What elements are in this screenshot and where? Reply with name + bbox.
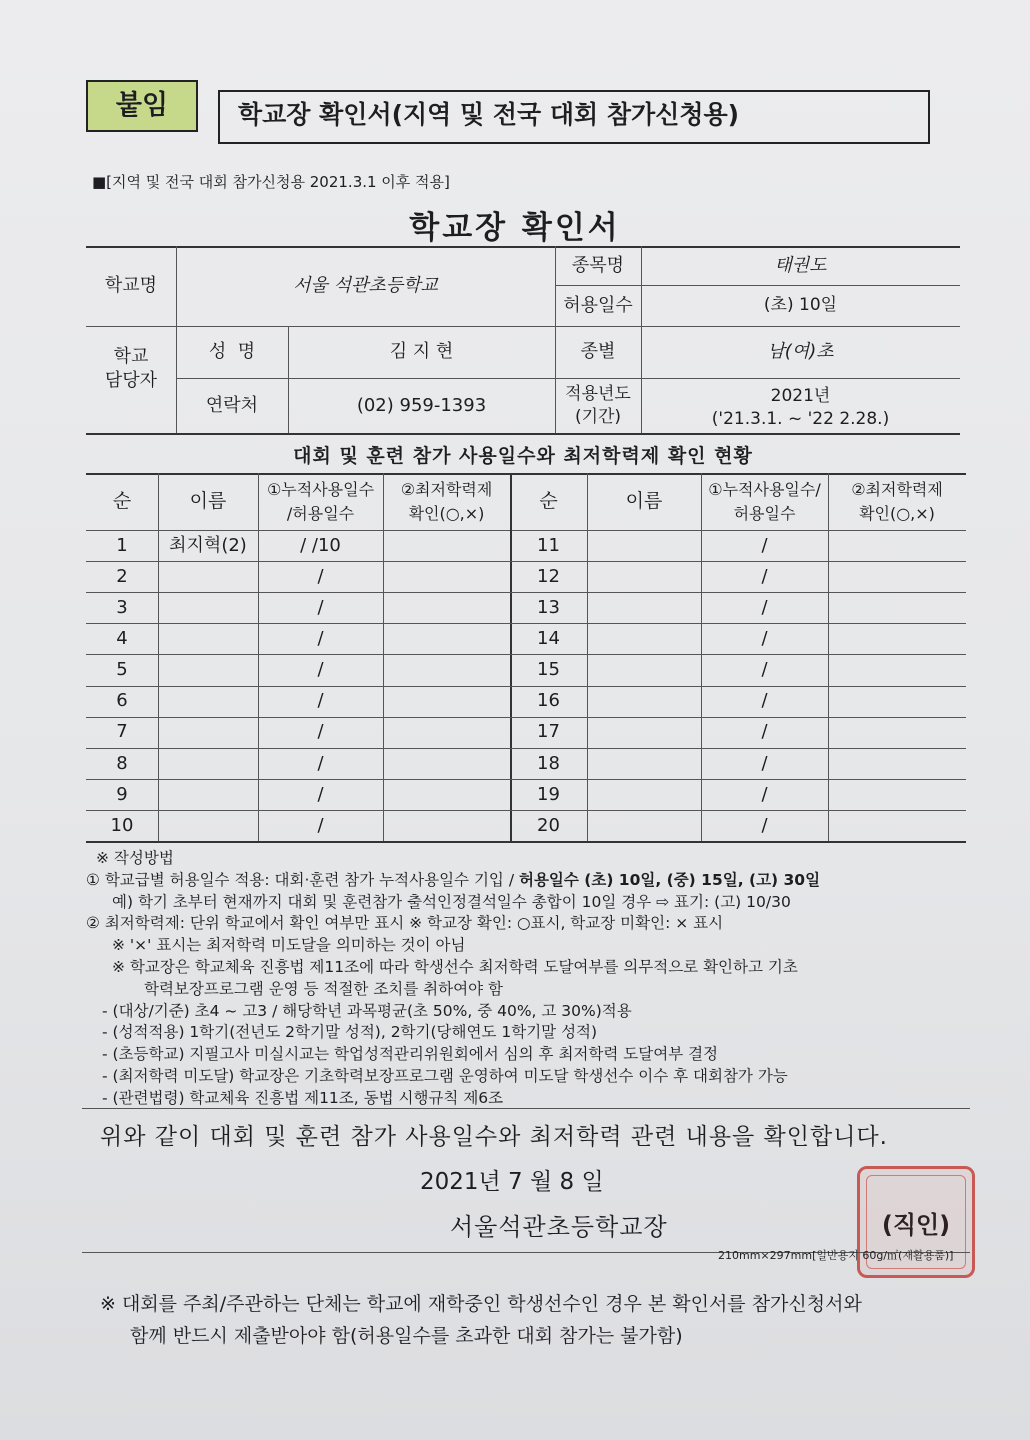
row-left-days: / xyxy=(317,721,324,743)
col-header-days-right xyxy=(701,478,828,526)
row-right-name xyxy=(587,748,701,779)
school-name-label: 학교명 xyxy=(104,275,158,297)
col-header-days xyxy=(258,478,383,526)
detail-1: - (대상/기준) 초4 ~ 고3 / 해당학년 과목평균(초 50%, 중 40%, 고 30%)적용 xyxy=(102,1001,632,1020)
period-label-line1: 적용년도 xyxy=(565,384,631,404)
row-right-no: 14 xyxy=(537,628,560,650)
contact-person-label-line2: 담당자 xyxy=(104,370,158,391)
row-right-check xyxy=(828,592,966,623)
col-header-name-right: 이름 xyxy=(625,490,663,513)
header-title: 학교장 확인서(지역 및 전국 대회 참가신청용) xyxy=(218,90,930,144)
row-right-no: 12 xyxy=(537,565,560,587)
footer-notice xyxy=(100,1288,862,1352)
row-right-check xyxy=(828,717,966,748)
row-right-check xyxy=(828,654,966,685)
paper-spec: 210mm×297mm[일반용지 60g/㎡(재활용품)] xyxy=(718,1249,954,1262)
row-right-days: / xyxy=(761,659,768,681)
allowed-days-value: (초) 10일 xyxy=(763,295,838,316)
row-left-check xyxy=(383,810,510,841)
info-bottom-border xyxy=(86,433,960,435)
confirmation-statement: 위와 같이 대회 및 훈련 참가 사용일수와 최저학력 관련 내용을 확인합니다. xyxy=(100,1124,888,1150)
row-left-check xyxy=(383,779,510,810)
row-left-no: 4 xyxy=(116,628,128,650)
attachment-tag: 붙임 xyxy=(86,80,198,132)
row-left-check xyxy=(383,717,510,748)
row-right-days: / xyxy=(761,565,768,587)
contact-person-label xyxy=(86,345,176,393)
note-4-cont: 학력보장프로그램 운영 등 적절한 조치를 취하여야 함 xyxy=(144,979,503,998)
applicability-note: ■[지역 및 전국 대회 참가신청용 2021.3.1 이후 적용] xyxy=(92,173,450,191)
col-header-name: 이름 xyxy=(189,490,227,513)
row-right-name xyxy=(587,779,701,810)
sport-label: 종목명 xyxy=(571,254,625,276)
row-right-name xyxy=(587,717,701,748)
row-left-check xyxy=(383,623,510,654)
row-right-check xyxy=(828,530,966,561)
col-header-no-right: 순 xyxy=(539,490,558,513)
status-bottom-border xyxy=(86,841,966,843)
document-title: 학교장 확인서 xyxy=(409,210,621,246)
gender-label: 종별 xyxy=(580,341,616,363)
row-right-name xyxy=(587,686,701,717)
row-left-no: 7 xyxy=(116,721,128,743)
note-4: ※ 학교장은 학교체육 진흥법 제11조에 따라 학생선수 최저학력 도달여부를 의무적으로 확인하고 기초 xyxy=(112,957,798,976)
row-right-days: / xyxy=(761,597,768,619)
row-right-check xyxy=(828,748,966,779)
row-right-no: 16 xyxy=(537,690,560,712)
row-right-check xyxy=(828,686,966,717)
note-3: ※ '×' 표시는 최저학력 미도달을 의미하는 것이 아님 xyxy=(112,936,466,955)
row-left-name xyxy=(158,717,258,748)
row-right-days: / xyxy=(761,752,768,774)
row-left-name xyxy=(158,654,258,685)
row-left-days: / xyxy=(317,814,324,836)
row-left-no: 1 xyxy=(116,534,128,556)
row-left-days: / xyxy=(317,565,324,587)
row-right-days: / xyxy=(761,721,768,743)
period-year: 2021년 xyxy=(770,386,831,406)
footer-line-2: 함께 반드시 제출받아야 함(허용일수를 초과한 대회 참가는 불가함) xyxy=(130,1325,683,1347)
row-left-check xyxy=(383,592,510,623)
row-left-no: 6 xyxy=(116,690,128,712)
row-left-days: / xyxy=(317,752,324,774)
note-2: ② 최저학력제: 단위 학교에서 확인 여부만 표시 ※ 학교장 확인: ○표시, 학교장 미확인: × 표시 xyxy=(86,914,724,933)
row-right-check xyxy=(828,623,966,654)
row-right-days: / xyxy=(761,814,768,836)
detail-3: - (초등학교) 지필고사 미실시교는 학업성적관리위원회에서 심의 후 최저학력 도달여부 결정 xyxy=(102,1045,719,1064)
period-range: ('21.3.1. ~ '22 2.28.) xyxy=(711,409,890,429)
row-right-no: 17 xyxy=(537,721,560,743)
gender-value: 남(여)초 xyxy=(767,341,834,363)
note-1-example: 예) 학기 초부터 현재까지 대회 및 훈련참가 출석인정결석일수 총합이 10일 경우 ⇨ 표기: (고) 10/30 xyxy=(112,892,791,911)
row-left-days: / /10 xyxy=(300,534,341,556)
note-1-bold: 허용일수 (초) 10일, (중) 15일, (고) 30일 xyxy=(518,870,821,889)
status-heading: 대회 및 훈련 참가 사용일수와 최저학력제 확인 현황 xyxy=(293,445,753,467)
period-value xyxy=(641,385,960,431)
row-left-name: 최지혁(2) xyxy=(169,534,247,556)
period-label-line2: (기간) xyxy=(574,407,622,427)
row-right-no: 11 xyxy=(537,534,560,556)
col-header-no: 순 xyxy=(112,490,132,513)
writing-instructions xyxy=(86,848,976,1110)
row-left-days: / xyxy=(317,783,324,805)
detail-4: - (최저학력 미도달) 학교장은 기초학력보장프로그램 운영하여 미도달 학생선수 이수 후 대회참가 가능 xyxy=(102,1066,788,1085)
row-right-check xyxy=(828,810,966,841)
note-1 xyxy=(86,870,976,892)
row-right-days: / xyxy=(761,690,768,712)
row-right-name xyxy=(587,623,701,654)
col-header-check xyxy=(383,478,510,526)
col-header-days-right-line1: ①누적사용일수/ xyxy=(708,480,821,499)
row-left-no: 5 xyxy=(116,659,128,681)
row-left-name xyxy=(158,748,258,779)
row-left-check xyxy=(383,686,510,717)
col-header-days-right-line2: 허용일수 xyxy=(733,504,796,523)
row-right-name xyxy=(587,592,701,623)
row-right-days: / xyxy=(761,534,768,556)
row-right-check xyxy=(828,779,966,810)
period-label xyxy=(555,383,641,429)
row-left-name xyxy=(158,623,258,654)
col-header-check-right-line1: ②최저학력제 xyxy=(851,480,943,499)
row-right-name xyxy=(587,530,701,561)
row-left-name xyxy=(158,810,258,841)
phone-value: (02) 959-1393 xyxy=(356,394,487,416)
name-value: 김 지 현 xyxy=(389,341,454,363)
row-left-name xyxy=(158,561,258,592)
row-left-check xyxy=(383,654,510,685)
row-right-no: 13 xyxy=(537,597,560,619)
row-left-no: 2 xyxy=(116,565,128,587)
row-left-name xyxy=(158,686,258,717)
col-header-check-right xyxy=(828,478,966,526)
row-left-days: / xyxy=(317,659,324,681)
col-header-check-right-line2: 확인(○,×) xyxy=(859,504,935,523)
col-header-check-line2: 확인(○,×) xyxy=(408,504,485,523)
seal-text: (직인) xyxy=(881,1211,951,1239)
notes-heading: ※ 작성방법 xyxy=(96,849,174,867)
row-left-name xyxy=(158,779,258,810)
row-right-name xyxy=(587,561,701,592)
note-1-text: ① 학교급별 허용일수 적용: 대회·훈련 참가 누적사용일수 기입 / xyxy=(86,870,519,889)
row-left-check xyxy=(383,530,510,561)
row-right-name xyxy=(587,810,701,841)
issue-date: 2021년 7 월 8 일 xyxy=(420,1169,604,1195)
detail-2: - (성적적용) 1학기(전년도 2학기말 성적), 2학기(당해연도 1학기말 성적) xyxy=(102,1023,598,1042)
row-right-no: 20 xyxy=(537,814,560,836)
sport-value: 태권도 xyxy=(774,254,827,276)
row-left-check xyxy=(383,748,510,779)
row-right-check xyxy=(828,561,966,592)
row-left-days: / xyxy=(317,597,324,619)
footer-line-1: ※ 대회를 주최/주관하는 단체는 학교에 재학중인 학생선수인 경우 본 확인서를 참가신청서와 xyxy=(100,1293,862,1315)
row-left-no: 10 xyxy=(110,814,134,836)
col-header-days-line2: /허용일수 xyxy=(286,504,355,523)
row-right-days: / xyxy=(761,783,768,805)
allowed-days-label: 허용일수 xyxy=(563,294,633,316)
detail-5: - (관련법령) 학교체육 진흥법 제11조, 동법 시행규칙 제6조 xyxy=(102,1088,504,1107)
row-right-no: 19 xyxy=(537,783,560,805)
school-name-value: 서울 석관초등학교 xyxy=(293,275,438,297)
row-left-no: 9 xyxy=(116,783,128,805)
row-right-name xyxy=(587,654,701,685)
row-right-days: / xyxy=(761,628,768,650)
notes-divider xyxy=(82,1108,970,1109)
row-left-no: 8 xyxy=(116,752,128,774)
col-header-check-line1: ②최저학력제 xyxy=(400,480,493,499)
col-header-days-line1: ①누적사용일수 xyxy=(266,480,375,499)
phone-label: 연락처 xyxy=(205,394,259,416)
row-left-days: / xyxy=(317,628,324,650)
contact-person-label-line1: 학교 xyxy=(113,346,149,367)
row-left-check xyxy=(383,561,510,592)
name-label: 성 명 xyxy=(208,341,256,363)
row-left-days: / xyxy=(317,690,324,712)
row-right-no: 15 xyxy=(537,659,560,681)
row-left-name xyxy=(158,592,258,623)
row-right-no: 18 xyxy=(537,752,560,774)
row-left-no: 3 xyxy=(116,597,128,619)
signer-title: 서울석관초등학교장 xyxy=(450,1213,668,1241)
